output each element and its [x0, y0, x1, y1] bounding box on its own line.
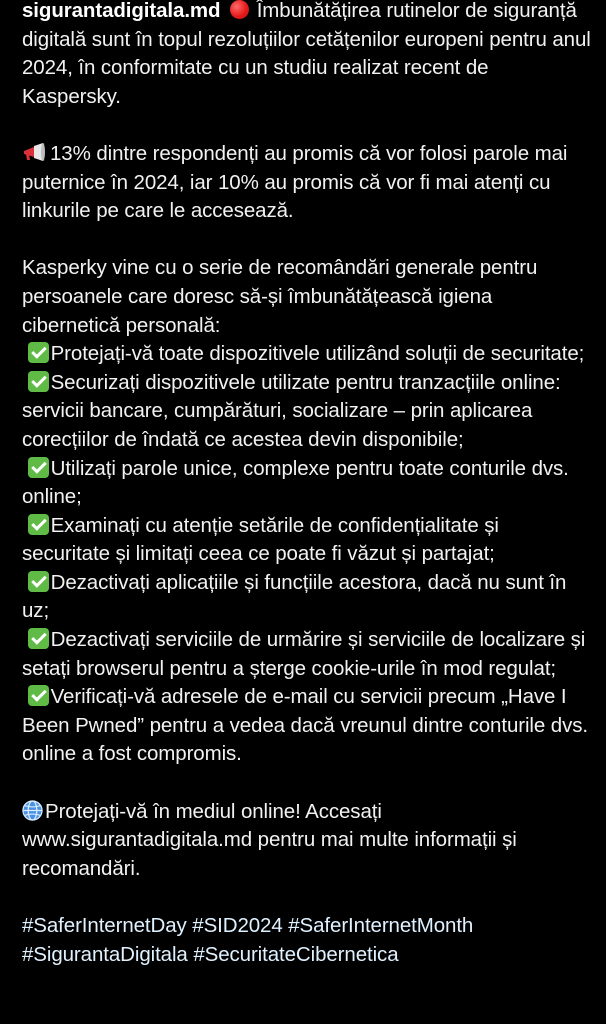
- globe-icon: [22, 800, 43, 821]
- check-mark-icon: [28, 628, 49, 649]
- hashtags-line-1[interactable]: #SaferInternetDay #SID2024 #SaferInternetMonth: [22, 914, 474, 937]
- indent: [22, 371, 28, 394]
- indent: [22, 571, 28, 594]
- stat-text: 13% dintre respondenți au promis că vor folosi parole mai puternice în 2024, iar 10% au promis că vor fi mai atenți cu linkurile pe care le accesează.: [22, 141, 568, 223]
- username-link[interactable]: sigurantadigitala.md: [22, 0, 221, 22]
- recommendation-item: [22, 512, 592, 569]
- spacer: [22, 226, 592, 255]
- indent: [22, 628, 28, 651]
- check-mark-icon: [28, 571, 49, 592]
- intro-paragraph: [22, 0, 592, 111]
- recommendation-text: Verificați-vă adresele de e-mail cu servicii precum „Have I Been Pwned” pentru a vedea dacă vreunul dintre conturile dvs. online a fost compromis.: [22, 685, 588, 766]
- check-mark-icon: [28, 371, 49, 392]
- check-mark-icon: [28, 685, 49, 706]
- recommendation-text: Dezactivați aplicațiile și funcțiile acestora, dacă nu sunt în uz;: [22, 570, 567, 623]
- megaphone-icon: [22, 143, 46, 163]
- recommendation-text: Utilizați parole unice, complexe pentru toate conturile dvs. online;: [22, 456, 569, 509]
- indent: [22, 457, 28, 480]
- post-caption: [22, 0, 592, 969]
- spacer: [22, 769, 592, 798]
- recommendation-item: [22, 455, 592, 512]
- recommendation-text: Securizați dispozitivele utilizate pentru tranzacțiile online: servicii bancare, cumpărături, socializare – prin aplicarea corecțiilor de îndată ce acestea devin disponibile;: [22, 370, 561, 451]
- spacer: [22, 883, 592, 912]
- indent: [22, 685, 28, 708]
- check-mark-icon: [28, 457, 49, 478]
- recommendation-text: Dezactivați serviciile de urmărire și serviciile de localizare și setați browserul pentru a șterge cookie-urile în mod regulat;: [22, 628, 586, 680]
- recommendation-text: Examinați cu atenție setările de confidențialitate și securitate și limitați ceea ce poate fi văzut și partajat;: [22, 513, 499, 566]
- closing-paragraph: [22, 798, 592, 884]
- recommendations-list: [22, 340, 592, 769]
- recommendation-item: [22, 369, 592, 455]
- indent: [22, 342, 28, 365]
- recommendation-item: [22, 683, 592, 769]
- recommendation-item: [22, 340, 592, 369]
- recommendation-item: [22, 569, 592, 626]
- red-circle-icon: [230, 0, 249, 19]
- check-mark-icon: [28, 514, 49, 535]
- indent: [22, 514, 28, 537]
- recommendations-intro: Kasperky vine cu o serie de recomândări generale pentru persoanele care doresc să-și îmbunătățească igiena cibernetică personală:: [22, 256, 538, 337]
- closing-text: Protejați-vă în mediul online! Accesați www.sigurantadigitala.md pentru mai multe informații și recomandări.: [22, 799, 517, 880]
- check-mark-icon: [28, 342, 49, 363]
- spacer: [22, 111, 592, 140]
- recommendation-text: Protejați-vă toate dispozitivele utilizând soluții de securitate;: [50, 342, 585, 366]
- intro-text: Îmbunătățirea rutinelor de siguranță digitală sunt în topul rezoluțiilor cetățenilor europeni pentru anul 2024, în conformitate cu un studiu realizat recent de Kaspersky.: [22, 0, 591, 108]
- stat-paragraph: [22, 140, 592, 226]
- recommendation-item: [22, 626, 592, 683]
- hashtags-line-2[interactable]: #SigurantaDigitala #SecuritateCibernetica: [22, 942, 399, 966]
